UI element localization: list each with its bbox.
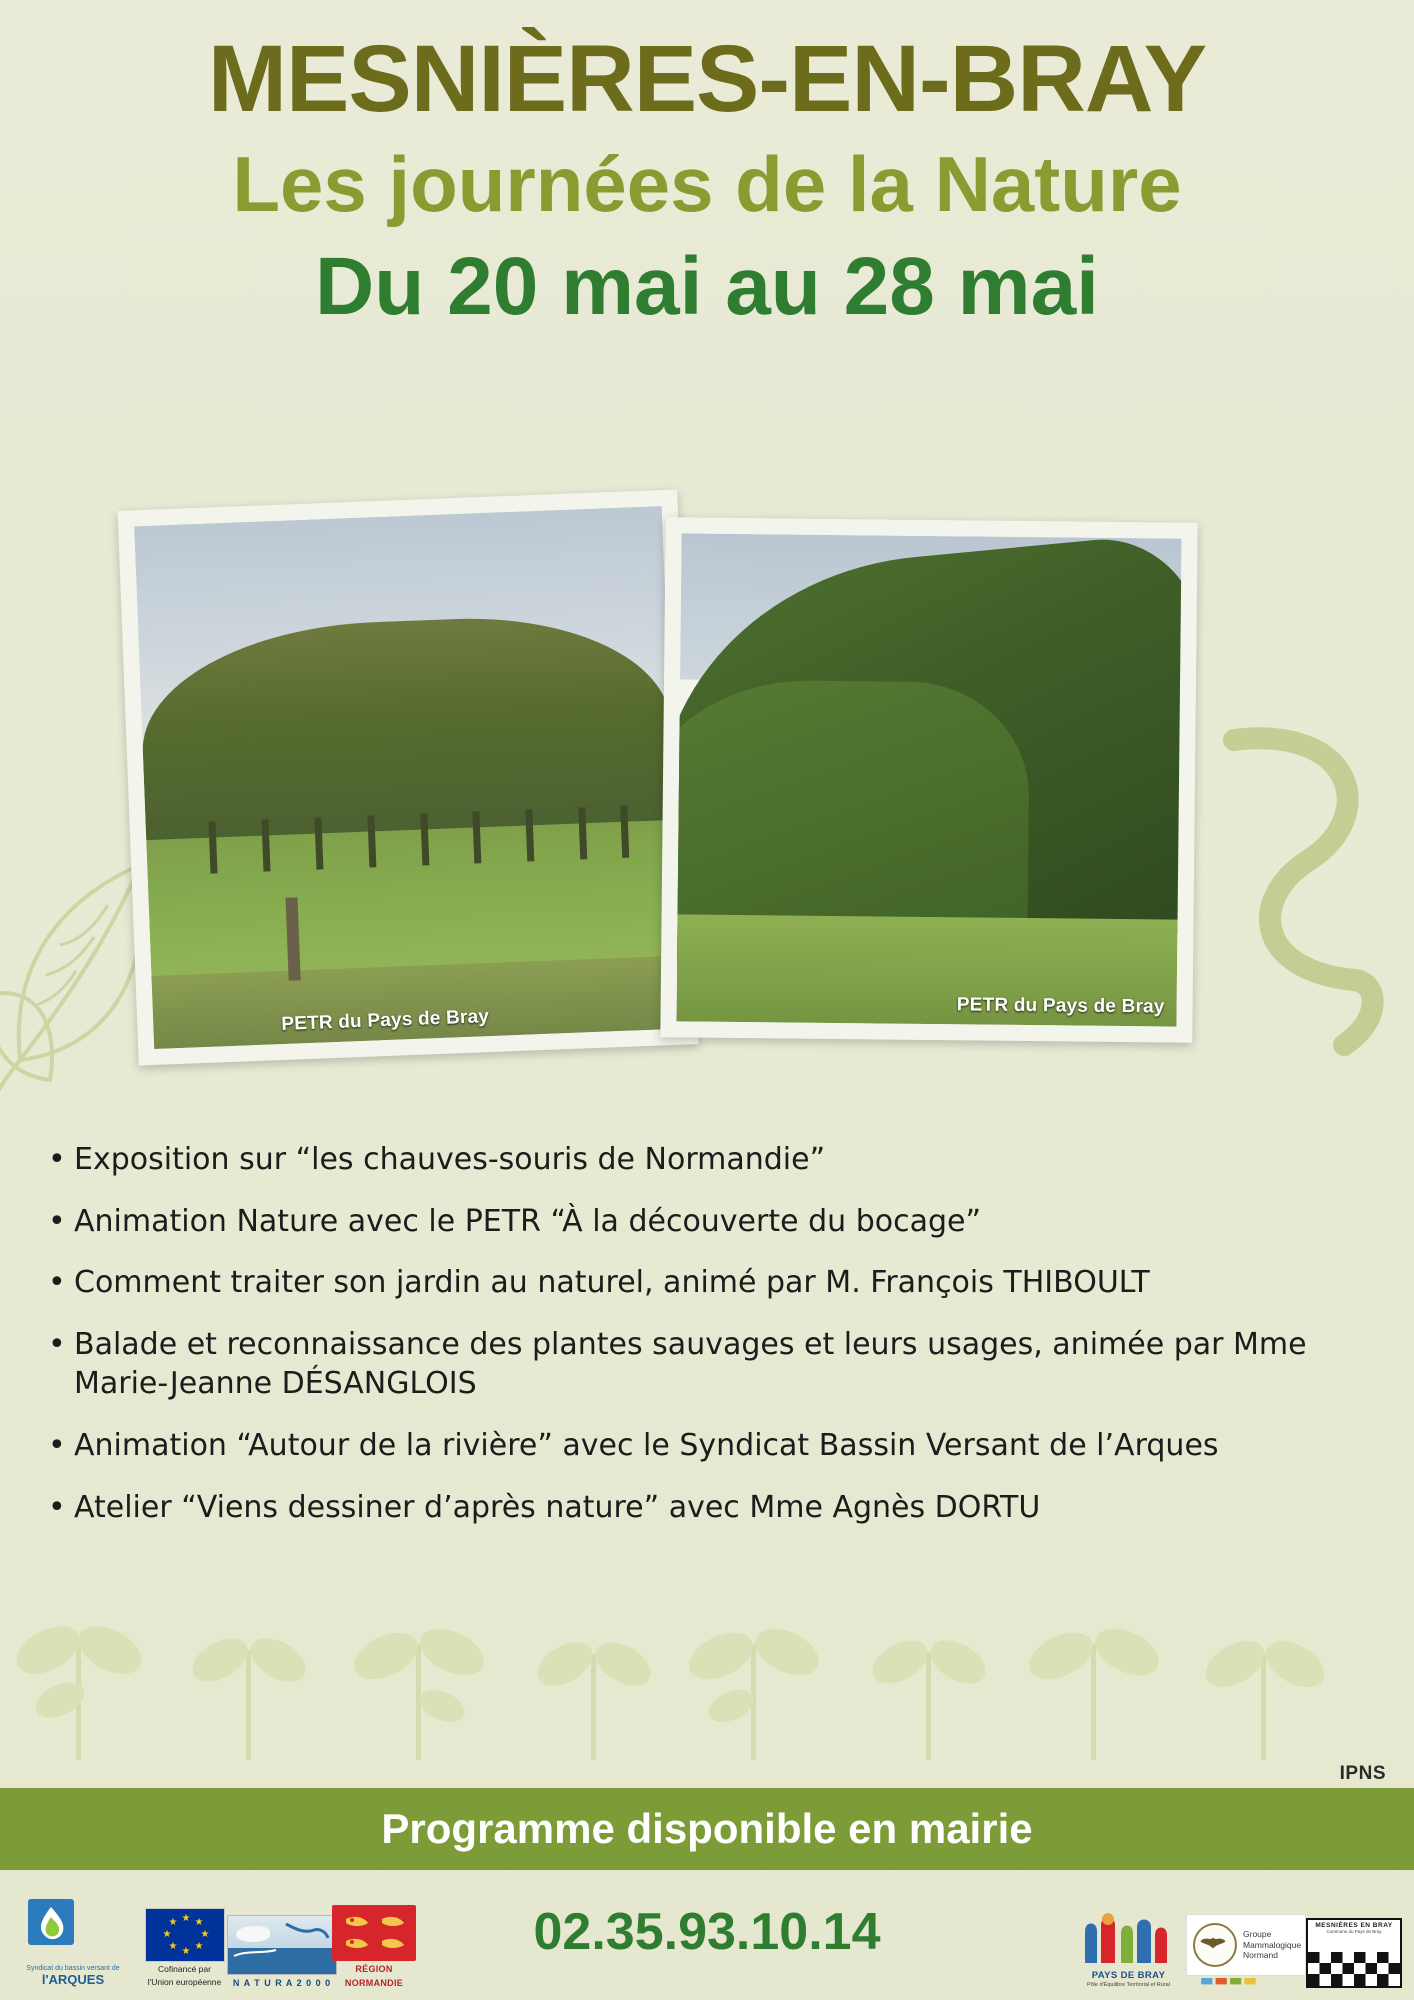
bullet-icon: • [48, 1489, 66, 1525]
list-item-label: Animation “Autour de la rivière” avec le Syndicat Bassin Versant de l’Arques [74, 1427, 1219, 1463]
logo-arques [18, 1895, 128, 1988]
mesnieres-coat-of-arms-icon [1306, 1918, 1402, 1988]
logo-region-normandie [324, 1905, 424, 1988]
list-item [48, 1488, 1378, 1528]
photo-caption: PETR du Pays de Bray [280, 1006, 490, 1036]
logo-mesnieres-en-bray [1304, 1918, 1404, 1988]
logo-groupe-mammalogique-normand [1186, 1914, 1306, 1988]
footer-banner [0, 1788, 1414, 1870]
water-drop-icon [18, 1895, 128, 1965]
logo-pays-de-bray [1071, 1909, 1186, 1988]
bullet-icon: • [48, 1265, 66, 1301]
logo-strip [0, 1872, 1414, 1992]
eu-flag-icon: ★ ★ ★ ★ ★ ★ ★ ★ [145, 1908, 225, 1962]
event-dates: Du 20 mai au 28 mai [315, 240, 1099, 332]
photo-card-trees [118, 489, 699, 1065]
list-item [48, 1263, 1378, 1303]
title-block [0, 26, 1414, 332]
list-item [48, 1202, 1378, 1242]
photo-hedge [676, 533, 1181, 1026]
bat-seal-icon [1193, 1923, 1237, 1967]
logo-eu-line1: Cofinancé par [158, 1964, 211, 1975]
contact-phone: 02.35.93.10.14 [533, 1903, 881, 1961]
logo-gmn-line1: Groupe [1243, 1929, 1272, 1940]
logo-bray-caption: PAYS DE BRAY [1091, 1969, 1166, 1981]
logo-normandie-line1: RÉGION [355, 1964, 393, 1975]
list-item-label: Comment traiter son jardin au naturel, animé par M. François THIBOULT [74, 1265, 1150, 1301]
logo-eu-line2: l'Union européenne [147, 1977, 222, 1988]
photo-trees [134, 506, 682, 1049]
page-title: MESNIÈRES-EN-BRAY [207, 26, 1207, 132]
activities-list [48, 1140, 1378, 1549]
logo-mesnieres-title: MESNIÈRES EN BRAY [1315, 1922, 1393, 1929]
sprout-band-decoration-icon [0, 1570, 1414, 1760]
list-item-label: Balade et reconnaissance des plantes sauvages et leurs usages, animée par Mme Marie-Jeanne DÉSANGLOIS [74, 1326, 1307, 1402]
event-subtitle: Les journées de la Nature [232, 139, 1182, 228]
bullet-icon: • [48, 1427, 66, 1463]
photo-gallery [0, 500, 1414, 1120]
logo-mesnieres-sub: Commune du Pays de Bray [1326, 1929, 1382, 1935]
footer-banner-label: Programme disponible en mairie [381, 1805, 1033, 1852]
bullet-icon: • [48, 1203, 66, 1239]
list-item [48, 1140, 1378, 1180]
list-item-label: Exposition sur “les chauves-souris de Normandie” [74, 1142, 826, 1177]
bullet-icon: • [48, 1142, 66, 1177]
logo-gmn-line2: Mammalogique [1243, 1939, 1302, 1950]
logo-normandie-line2: NORMANDIE [344, 1977, 404, 1988]
ipns-note: IPNS [1339, 1763, 1386, 1784]
pays-de-bray-emblem-icon [1071, 1909, 1186, 1971]
bullet-icon: • [48, 1326, 66, 1362]
list-item [48, 1325, 1378, 1404]
gmn-color-bar-icon [1191, 1978, 1301, 1986]
normandy-leopards-icon [332, 1905, 416, 1961]
logo-arques-line2: l'ARQUES [41, 1972, 105, 1988]
list-item-label: Atelier “Viens dessiner d’après nature” avec Mme Agnès DORTU [74, 1489, 1041, 1525]
logo-natura2000-caption: N A T U R A 2 0 0 0 [232, 1977, 332, 1988]
natura2000-emblem-icon [227, 1915, 337, 1975]
logo-gmn-line3: Normand [1243, 1949, 1278, 1960]
photo-card-hedge [660, 517, 1197, 1043]
logo-bray-sub: Pôle d'Équilibre Territorial et Rural [1087, 1981, 1170, 1988]
list-item-label: Animation Nature avec le PETR “À la découverte du bocage” [74, 1203, 982, 1239]
list-item [48, 1426, 1378, 1466]
logo-arques-line1: Syndicat du bassin versant de [26, 1965, 120, 1973]
photo-caption: PETR du Pays de Bray [956, 994, 1165, 1018]
